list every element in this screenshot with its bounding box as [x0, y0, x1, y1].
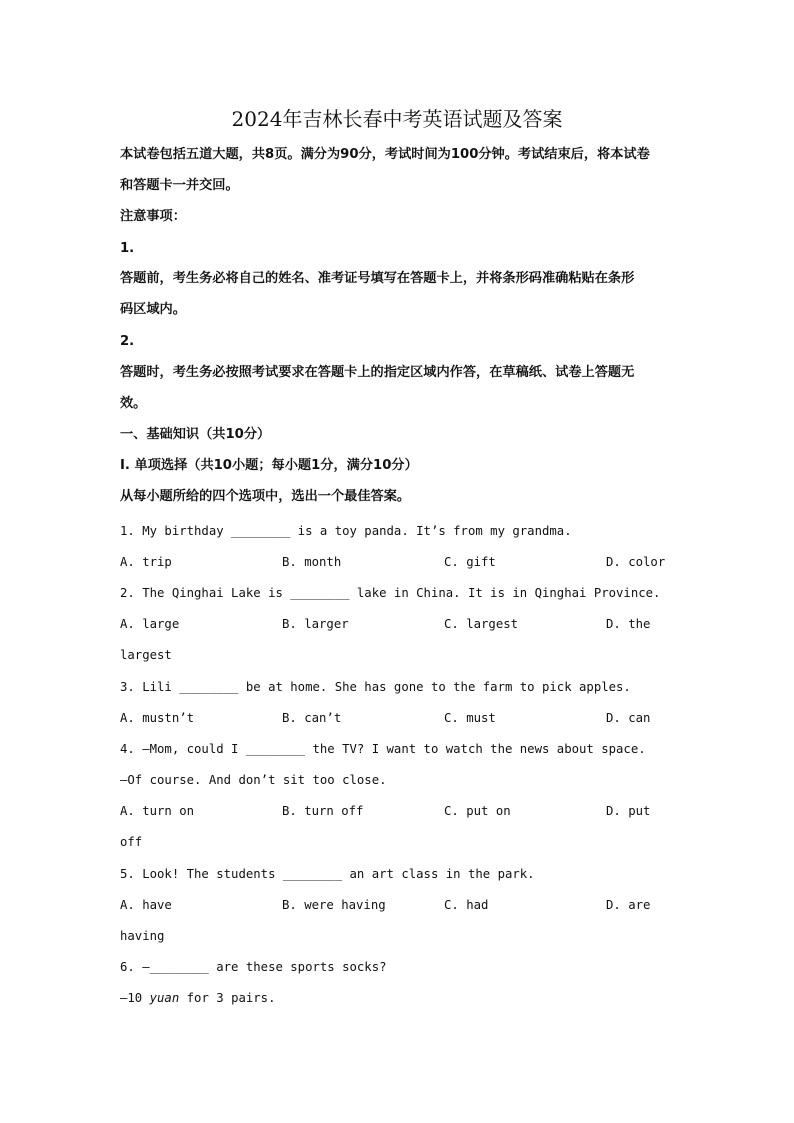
reply-emphasis: yuan — [149, 991, 180, 1005]
question-4-stem: 4. —Mom, could I ________ the TV? I want to watch the news about space. — [120, 742, 646, 756]
question-4-stem-reply: —Of course. And don’t sit too close. — [120, 773, 387, 787]
reply-prefix: —10 — [120, 991, 150, 1005]
option-a: A. turn on — [120, 804, 195, 818]
question-2-stem: 2. The Qinghai Lake is ________ lake in China. It is in Qinghai Province. — [120, 586, 661, 600]
question-2-options — [120, 616, 660, 632]
option-d: D. are — [606, 898, 651, 912]
option-a: A. mustn’t — [120, 711, 195, 725]
question-1-stem: 1. My birthday ________ is a toy panda. It’s from my grandma. — [120, 524, 572, 538]
question-1-options — [120, 554, 666, 570]
option-c: C. put on — [444, 804, 511, 818]
option-d: D. the — [606, 617, 651, 631]
question-5-stem: 5. Look! The students ________ an art class in the park. — [120, 867, 535, 881]
note-2-line-2: 效。 — [120, 396, 147, 411]
question-4-options — [120, 803, 660, 819]
option-d: D. can — [606, 711, 651, 725]
part-heading: Ⅰ. 单项选择（共10小题；每小题1分，满分10分） — [120, 458, 418, 473]
intro-line-1: 本试卷包括五道大题，共8页。满分为90分，考试时间为100分钟。考试结束后，将本试卷 — [120, 147, 650, 162]
question-5-option-d-continued: having — [120, 929, 165, 943]
option-a: A. large — [120, 617, 180, 631]
option-b: B. turn off — [282, 804, 364, 818]
option-d: D. color — [606, 555, 666, 569]
option-c: C. must — [444, 711, 496, 725]
note-2-number: 2. — [120, 334, 135, 349]
question-6-stem: 6. —________ are these sports socks? — [120, 960, 387, 974]
note-1-line-1: 答题前，考生务必将自己的姓名、准考证号填写在答题卡上，并将条形码准确粘贴在条形 — [120, 271, 635, 286]
option-c: C. largest — [444, 617, 519, 631]
question-3-options — [120, 710, 660, 726]
option-a: A. have — [120, 898, 172, 912]
part-instruction: 从每小题所给的四个选项中，选出一个最佳答案。 — [120, 489, 411, 504]
section-heading: 一、基础知识（共10分） — [120, 427, 271, 442]
option-d: D. put — [606, 804, 651, 818]
option-a: A. trip — [120, 555, 172, 569]
intro-line-2: 和答题卡一并交回。 — [120, 178, 239, 193]
question-2-option-d-continued: largest — [120, 648, 172, 662]
note-2-line-1: 答题时，考生务必按照考试要求在答题卡上的指定区域内作答，在草稿纸、试卷上答题无 — [120, 365, 635, 380]
notes-heading: 注意事项： — [120, 209, 186, 224]
question-3-stem: 3. Lili ________ be at home. She has gone to the farm to pick apples. — [120, 680, 631, 694]
note-1-line-2: 码区域内。 — [120, 302, 186, 317]
option-b: B. larger — [282, 617, 349, 631]
reply-suffix: for 3 pairs. — [179, 991, 276, 1005]
option-c: C. gift — [444, 555, 496, 569]
note-1-number: 1. — [120, 241, 135, 256]
option-b: B. month — [282, 555, 342, 569]
page-title: 2024年吉林长春中考英语试题及答案 — [231, 107, 563, 131]
question-4-option-d-continued: off — [120, 835, 143, 849]
question-5-options — [120, 897, 660, 913]
question-6-reply — [120, 990, 276, 1006]
option-b: B. can’t — [282, 711, 342, 725]
option-c: C. had — [444, 898, 489, 912]
option-b: B. were having — [282, 898, 386, 912]
